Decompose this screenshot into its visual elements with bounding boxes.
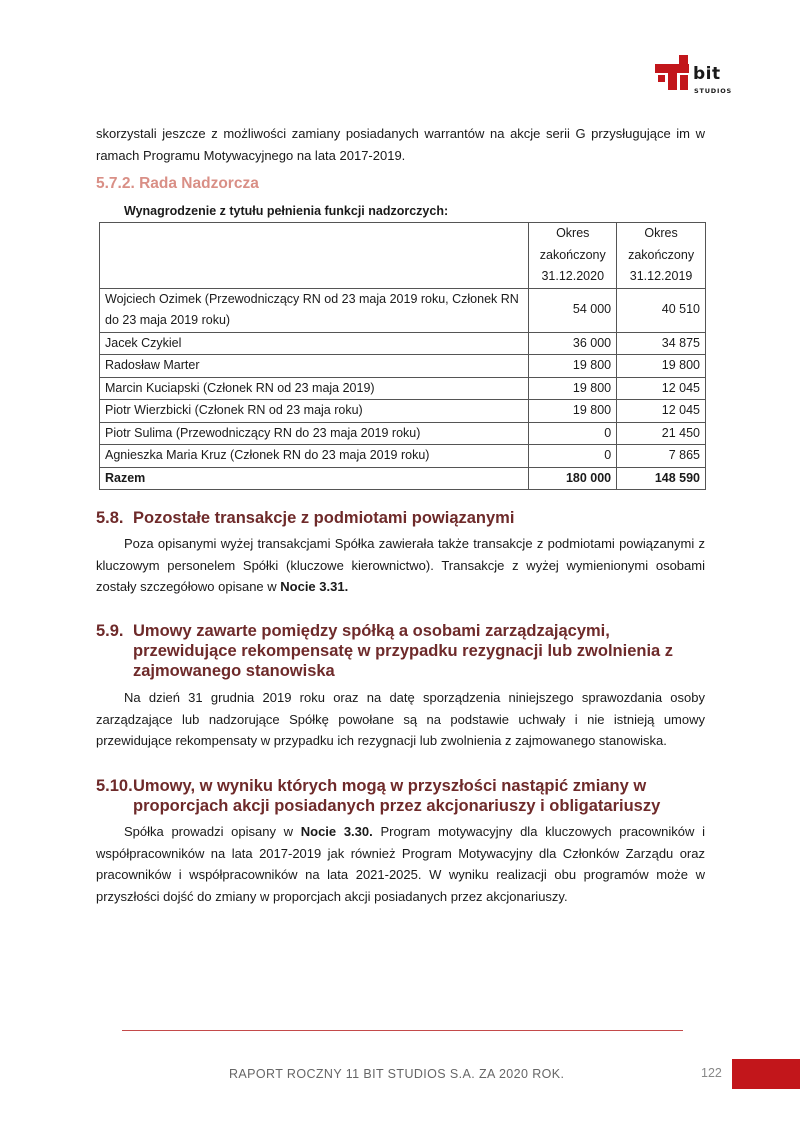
section-title: Umowy zawarte pomiędzy spółką a osobami zarządzającymi, przewidujące rekompensatę w przypadku rezygnacji lub zwolnienia z zajmowanego stanowiska	[133, 622, 674, 680]
header-2020: Okres zakończony 31.12.2020	[529, 223, 617, 289]
table-row	[100, 445, 706, 468]
member-name: Wojciech Ozimek (Przewodniczący RN od 23 maja 2019 roku, Członek RN do 23 maja 2019 roku)	[100, 288, 529, 332]
page-number: 122	[701, 1066, 722, 1080]
remuneration-table	[99, 222, 706, 490]
value-2019: 40 510	[617, 288, 706, 332]
value-2020: 19 800	[529, 400, 617, 423]
footer-red-bar	[732, 1059, 800, 1089]
total-2020: 180 000	[529, 467, 617, 490]
paragraph-text: Poza opisanymi wyżej transakcjami Spółka zawierała także transakcje z podmiotami powiązanymi z kluczowym personelem Spółki (kluczowe kierownictwo). Transakcje z wyżej wymienionymi osobami zostały szczegółowo opisane w	[96, 536, 705, 594]
member-name: Piotr Wierzbicki (Członek RN od 23 maja roku)	[100, 400, 529, 423]
value-2019: 21 450	[617, 422, 706, 445]
section-5-10-paragraph	[96, 821, 705, 907]
section-5-8-paragraph	[96, 533, 705, 598]
value-2019: 12 045	[617, 400, 706, 423]
table-row	[100, 400, 706, 423]
table-total-row	[100, 467, 706, 490]
footer-divider	[122, 1030, 683, 1031]
logo-wordmark: bit	[693, 64, 721, 84]
section-5-9-paragraph: Na dzień 31 grudnia 2019 roku oraz na datę sporządzenia niniejszego sprawozdania osoby zarządzające lub nadzorujące Spółkę powołane są na podstawie uchwały i nie istnieją umowy przewidujące rekompensaty w przypadku ich rezygnacji lub zwolnienia z zajmowanego stanowiska.	[96, 690, 705, 748]
value-2020: 54 000	[529, 288, 617, 332]
section-number: 5.9.	[96, 622, 124, 640]
intro-paragraph: skorzystali jeszcze z możliwości zamiany posiadanych warrantów na akcje serii G przysługujące im w ramach Programu Motywacyjnego na lata 2017-2019.	[96, 126, 705, 163]
header-2019: Okres zakończony 31.12.2019	[617, 223, 706, 289]
note-reference: Nocie 3.31.	[280, 579, 349, 594]
total-2019: 148 590	[617, 467, 706, 490]
section-number: 5.8.	[96, 509, 124, 527]
table-row	[100, 355, 706, 378]
section-5-10-heading	[96, 776, 705, 816]
table-header-row	[100, 223, 706, 289]
value-2020: 0	[529, 422, 617, 445]
member-name: Piotr Sulima (Przewodniczący RN do 23 maja 2019 roku)	[100, 422, 529, 445]
paragraph-text: Program motywacyjny dla kluczowych pracowników i współpracowników na lata 2017-2019 jak również Program Motywacyjny dla Członków Zarządu oraz pracowników i współpracowników na lata 2021-2025. W wyniku realizacji obu programów może w przyszłości dojść do zmiany w proporcjach akcji posiadanych przez akcjonariuszy.	[96, 824, 705, 904]
value-2020: 19 800	[529, 355, 617, 378]
member-name: Jacek Czykiel	[100, 332, 529, 355]
total-label: Razem	[100, 467, 529, 490]
section-5-7-2-heading: 5.7.2. Rada Nadzorcza	[96, 175, 259, 192]
member-name: Agnieszka Maria Kruz (Członek RN do 23 maja 2019 roku)	[100, 445, 529, 468]
member-name: Radosław Marter	[100, 355, 529, 378]
table-row	[100, 377, 706, 400]
value-2020: 19 800	[529, 377, 617, 400]
value-2019: 34 875	[617, 332, 706, 355]
section-title: Pozostałe transakcje z podmiotami powiązanymi	[133, 509, 515, 527]
value-2020: 0	[529, 445, 617, 468]
section-5-8-heading	[96, 508, 514, 528]
footer-title: RAPORT ROCZNY 11 BIT STUDIOS S.A. ZA 2020 ROK.	[229, 1067, 565, 1081]
table-row	[100, 422, 706, 445]
section-title: Umowy, w wyniku których mogą w przyszłości nastąpić zmiany w proporcjach akcji posiadanych przez akcjonariuszy i obligatariuszy	[133, 777, 661, 815]
section-number: 5.10.	[96, 777, 133, 795]
value-2019: 12 045	[617, 377, 706, 400]
logo-subtitle: STUDIOS	[694, 87, 733, 95]
value-2019: 7 865	[617, 445, 706, 468]
paragraph-text: Spółka prowadzi opisany w	[124, 824, 301, 839]
value-2020: 36 000	[529, 332, 617, 355]
member-name: Marcin Kuciapski (Członek RN od 23 maja 2019)	[100, 377, 529, 400]
value-2019: 19 800	[617, 355, 706, 378]
section-5-9-heading	[96, 621, 693, 681]
note-reference: Nocie 3.30.	[300, 824, 373, 839]
table-caption: Wynagrodzenie z tytułu pełnienia funkcji nadzorczych:	[124, 204, 449, 218]
table-row	[100, 332, 706, 355]
header-empty-cell	[100, 223, 529, 289]
table-row	[100, 288, 706, 332]
